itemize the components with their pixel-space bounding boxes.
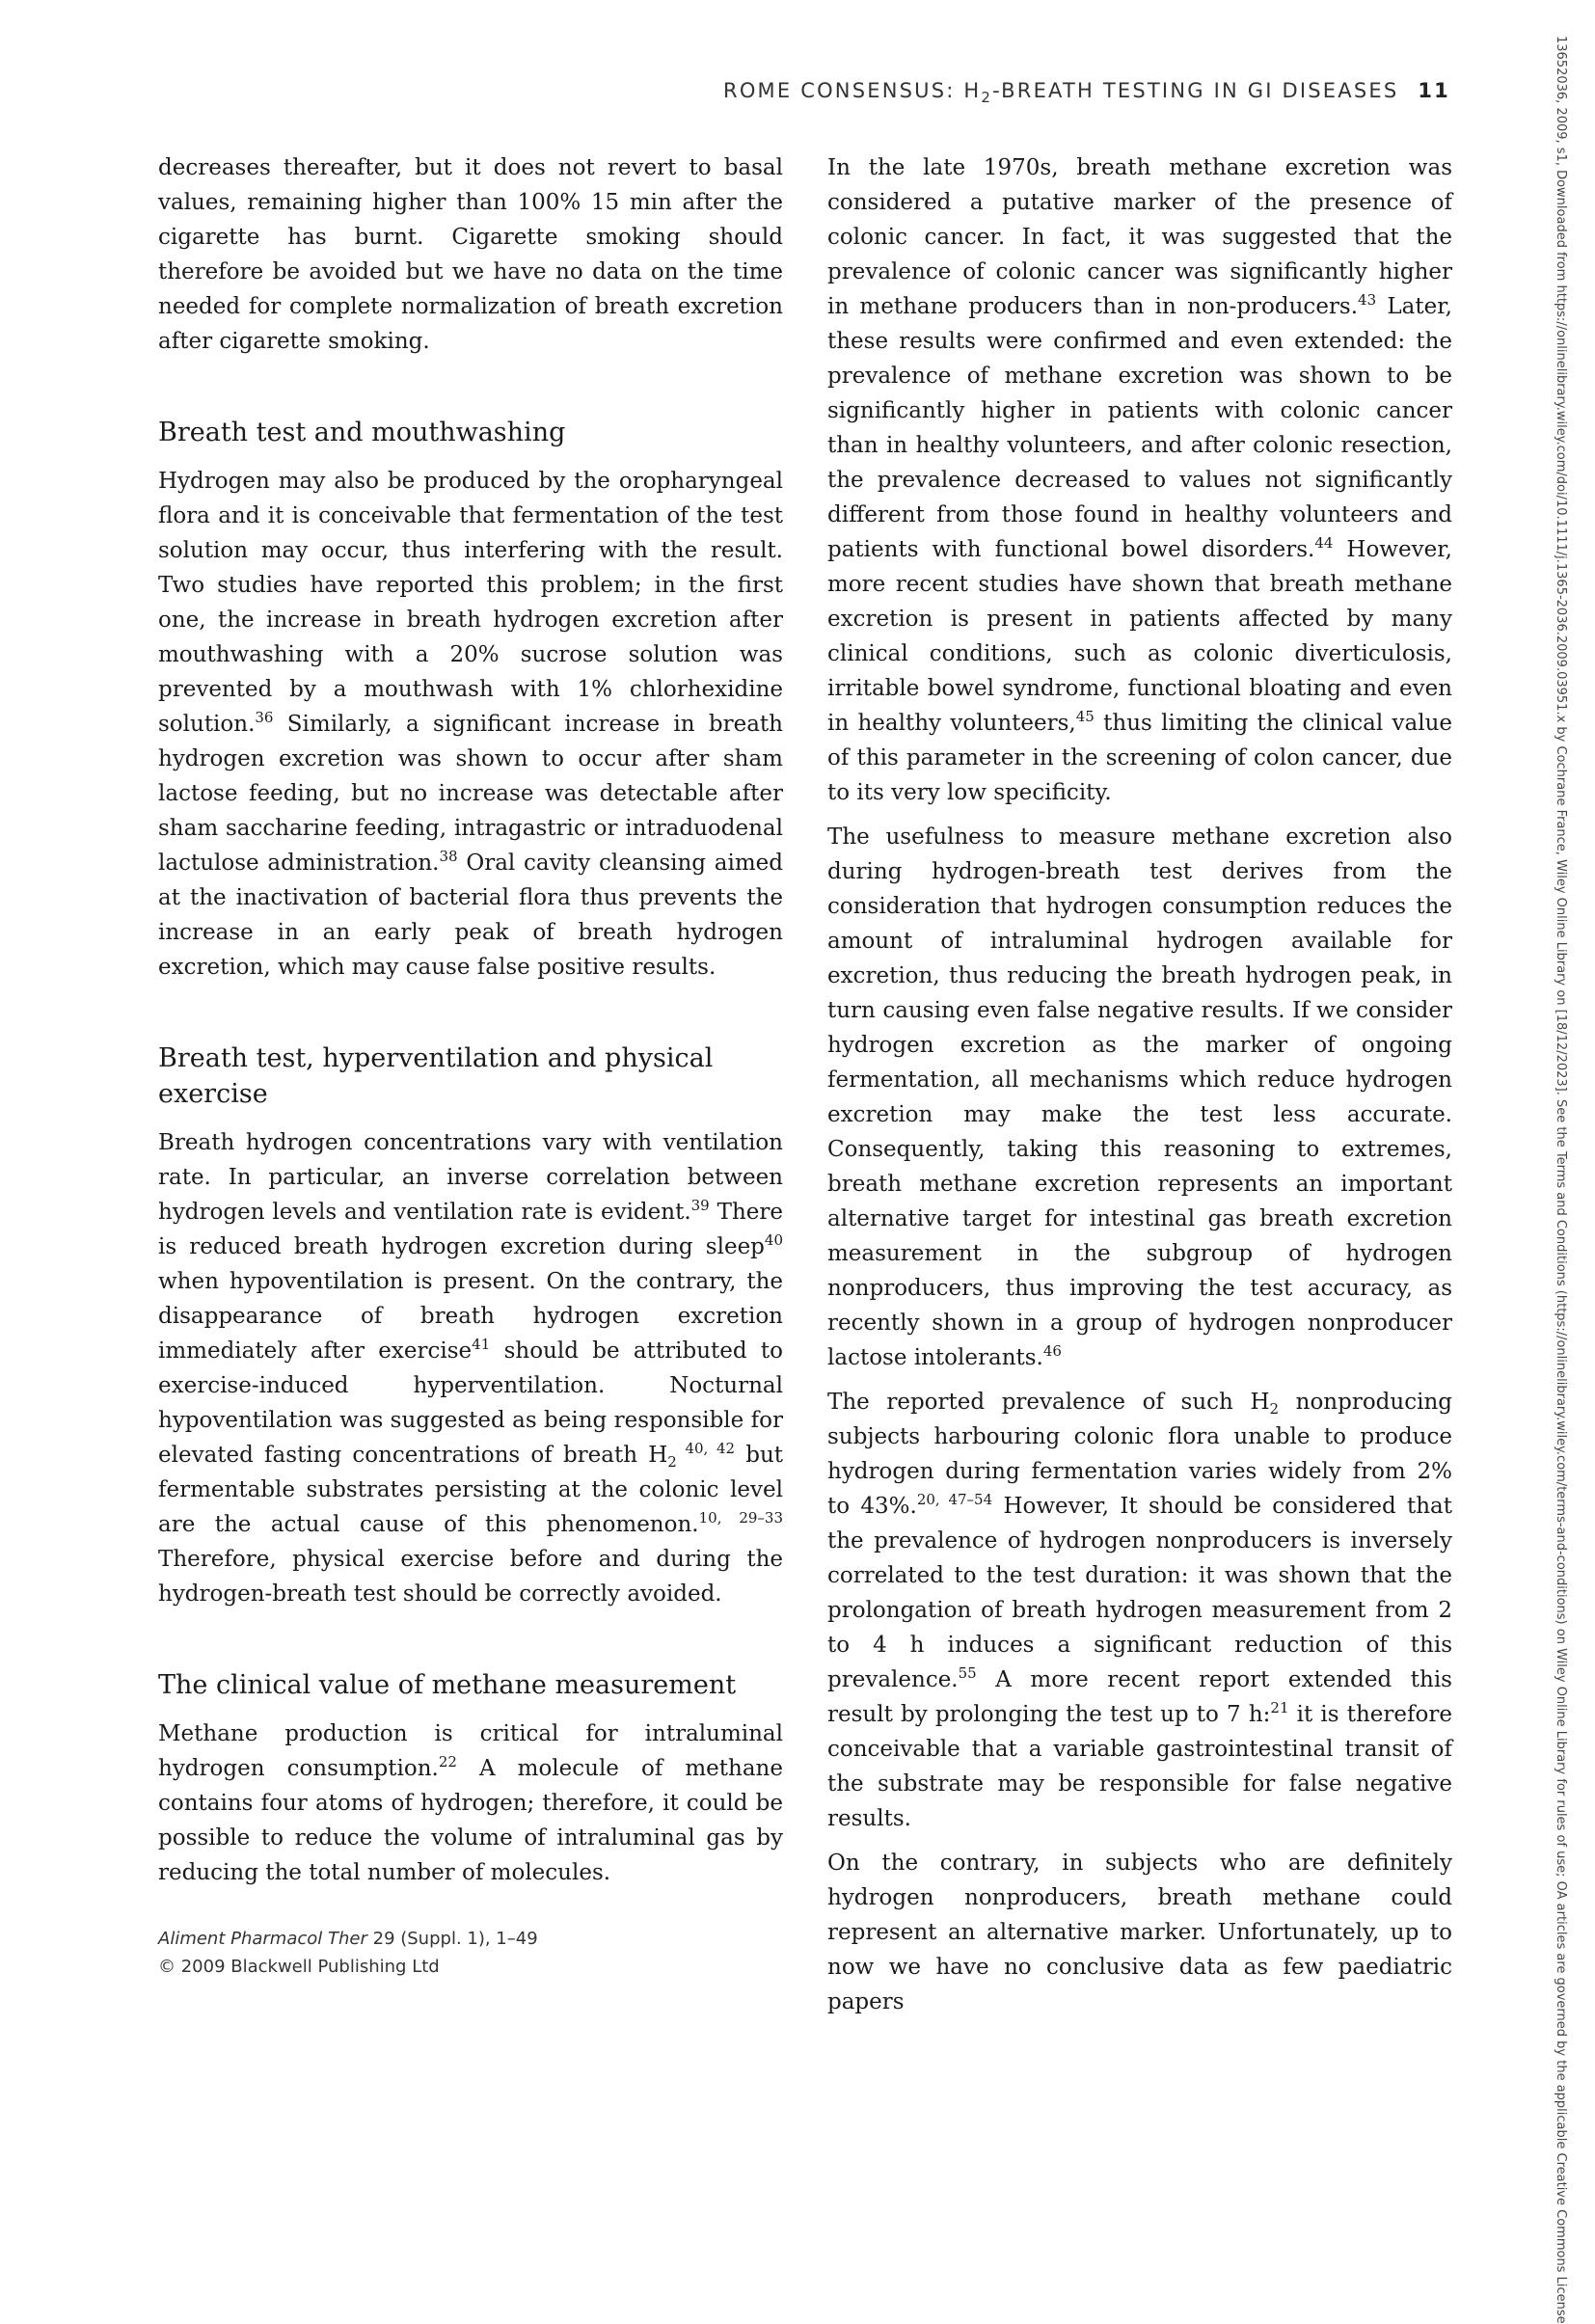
citation-ref: 44 bbox=[1314, 534, 1334, 552]
section-heading-mouthwashing: Breath test and mouthwashing bbox=[158, 418, 566, 447]
citation-ref: 20, 47–54 bbox=[916, 1491, 993, 1508]
citation-ref: 43 bbox=[1358, 291, 1377, 309]
journal-citation: Aliment Pharmacol Ther 29 (Suppl. 1), 1–49 bbox=[158, 1929, 538, 1949]
paragraph: Hydrogen may also be produced by the oropharyngeal flora and it is conceivable that fermentation of the test solution may occur, thus interfering with the result. Two studies have reported this problem; in the first one, the increase in breath hydrogen excretion after mouthwashing with a 20% sucrose solution was prevented by a mouthwash with 1% chlorhexidine solution.$^{36}$ Similarly, a significant increase in breath hydrogen excretion was shown to occur after sham lactose feeding, but no increase was detectable after sham saccharine feeding, intragastric or intraduodenal lactulose administration.$^{38}$ Oral cavity cleansing aimed at the inactivation of bacterial flora thus prevents the increase in an early peak of breath hydrogen excretion, which may cause false positive results. bbox=[158, 469, 784, 980]
right-column bbox=[827, 150, 1452, 2019]
citation-ref: 36 bbox=[255, 709, 274, 726]
copyright-line: © 2009 Blackwell Publishing Ltd bbox=[158, 1957, 440, 1977]
citation-ref: 45 bbox=[1075, 708, 1095, 725]
paragraph: The usefulness to measure methane excretion also during hydrogen-breath test derives from the consideration that hydrogen consumption reduces the amount of intraluminal hydrogen available for excretion, thus reducing the breath hydrogen peak, in turn causing even false negative results. If we consider hydrogen excretion as the marker of ongoing fermentation, all mechanisms which reduce hydrogen excretion may make the test less accurate. Consequently, taking this reasoning to extremes, breath methane excretion represents an important alternative target for intestinal gas breath excretion measurement in the subgroup of hydrogen nonproducers, thus improving the test accuracy, as recently shown in a group of hydrogen nonproducer lactose intolerants.$^{46}$ bbox=[827, 824, 1452, 1370]
paragraph: decreases thereafter, but it does not revert to basal values, remaining higher than 100% 15 min after the cigarette has burnt. Cigarette smoking should therefore be avoided but we have no data on the time needed for complete normalization of breath excretion after cigarette smoking. bbox=[158, 155, 783, 354]
paragraph: Methane production is critical for intraluminal hydrogen consumption.$^{22}$ A molecule of methane contains four atoms of hydrogen; therefore, it could be possible to reduce the volume of intraluminal gas by reducing the total number of molecules. bbox=[158, 1721, 783, 1885]
left-column bbox=[158, 150, 783, 1890]
citation-ref: 46 bbox=[1042, 1342, 1062, 1360]
download-watermark: 13652036, 2009, s1, Downloaded from https://onlinelibrary.wiley.com/doi/10.1111/j.1365-2036.2009.03951.x by Cochrane France, Wiley Online Library on [18/12/2023]. See the Terms and Conditions (https://onlinelibrary.wiley.com/terms-and-conditions) on Wiley Online Library for rules of use; OA articles are governed by the applicable Creative Commons License bbox=[1554, 36, 1568, 2324]
citation-ref: 40 bbox=[764, 1231, 783, 1249]
citation-ref: 10, 29–33 bbox=[698, 1509, 784, 1527]
running-head bbox=[723, 79, 1450, 106]
citation-ref: 40, 42 bbox=[676, 1440, 736, 1457]
page-footer bbox=[158, 1925, 538, 1981]
paragraph: The reported prevalence of such $H_2$ nonproducing subjects harbouring colonic flora unable to produce hydrogen during fermentation varies widely from 2% to 43%.$^{20, 47-54}$ However, It should be considered that the prevalence of hydrogen nonproducers is inversely correlated to the test duration: it was shown that the prolongation of breath hydrogen measurement from 2 to 4 h induces a significant reduction of this prevalence.$^{55}$ A more recent report extended this result by prolonging the test up to 7 h:$^{21}$ it is therefore conceivable that a variable gastrointestinal transit of the substrate may be responsible for false negative results. bbox=[827, 1390, 1452, 1831]
page-number: 11 bbox=[1418, 79, 1450, 102]
citation-ref: 55 bbox=[958, 1664, 977, 1682]
paragraph: In the late 1970s, breath methane excretion was considered a putative marker of the presence of colonic cancer. In fact, it was suggested that the prevalence of colonic cancer was significantly higher in methane producers than in non-producers.$^{43}$ Later, these results were confirmed and even extended: the prevalence of methane excretion was shown to be significantly higher in patients with colonic cancer than in healthy volunteers, and after colonic resection, the prevalence decreased to values not significantly different from those found in healthy volunteers and patients with functional bowel disorders.$^{44}$ However, more recent studies have shown that breath methane excretion is present in patients affected by many clinical conditions, such as colonic diverticulosis, irritable bowel syndrome, functional bloating and even in healthy volunteers,$^{45}$ thus limiting the clinical value of this parameter in the screening of colon cancer, due to its very low specificity. bbox=[827, 155, 1452, 805]
section-heading-hyperventilation: Breath test, hyperventilation and physical exercise bbox=[158, 1043, 714, 1109]
paragraph: Breath hydrogen concentrations vary with ventilation rate. In particular, an inverse correlation between hydrogen levels and ventilation rate is evident.$^{39}$ There is reduced breath hydrogen excretion during sleep$^{40}$ when hypoventilation is present. On the contrary, the disappearance of breath hydrogen excretion immediately after exercise$^{41}$ should be attributed to exercise-induced hyperventilation. Nocturnal hypoventilation was suggested as being responsible for elevated fasting concentrations of breath $H_2$ $^{40, 42}$ but fermentable substrates persisting at the colonic level are the actual cause of this phenomenon.$^{10, 29-33}$ Therefore, physical exercise before and during the hydrogen-breath test should be correctly avoided. bbox=[158, 1130, 784, 1607]
citation-ref: 41 bbox=[472, 1336, 491, 1353]
citation-ref: 22 bbox=[438, 1753, 457, 1770]
paragraph: On the contrary, in subjects who are definitely hydrogen nonproducers, breath methane could represent an alternative marker. Unfortunately, up to now we have no conclusive data as few paediatric papers bbox=[827, 1851, 1452, 2014]
citation-ref: 21 bbox=[1270, 1699, 1289, 1716]
running-head-title: ROME CONSENSUS: $H_2$-BREATH TESTING IN GI DISEASES bbox=[723, 79, 1399, 106]
citation-ref: 39 bbox=[690, 1197, 710, 1214]
citation-ref: 38 bbox=[439, 848, 458, 865]
section-heading-methane: The clinical value of methane measurement bbox=[158, 1670, 737, 1700]
